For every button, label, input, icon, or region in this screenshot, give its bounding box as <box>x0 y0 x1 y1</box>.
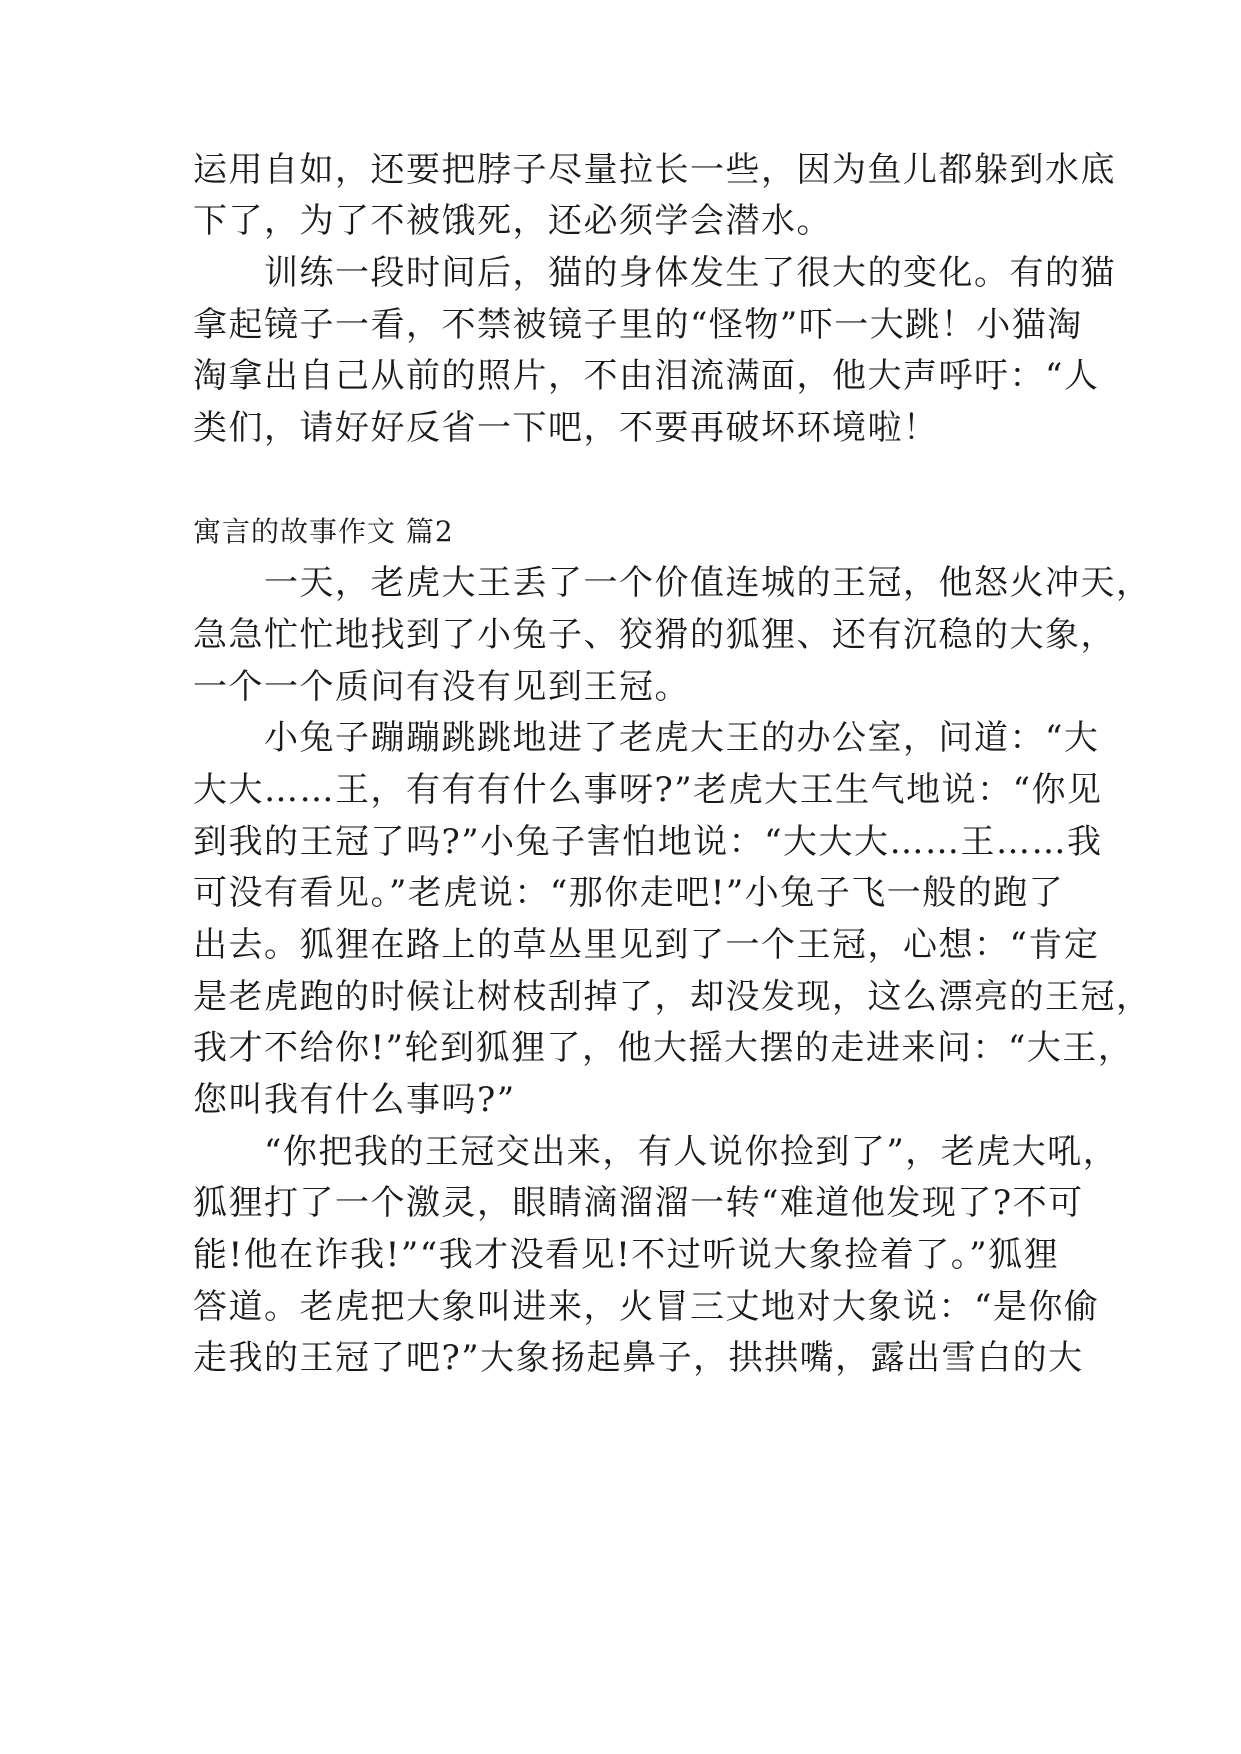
text-line: 急急忙忙地找到了小兔子、狡猾的狐狸、还有沉稳的大象， <box>193 615 1116 655</box>
text-line: 到我的王冠了吗?”小兔子害怕地说：“大大大……王……我 <box>193 822 1103 862</box>
text-line: 运用自如，还要把脖子尽量拉长一些，因为鱼儿都躲到水底 <box>193 150 1116 190</box>
text-line: 出去。狐狸在路上的草丛里见到了一个王冠，心想：“肯定 <box>193 925 1100 965</box>
text-line: 一个一个质问有没有见到王冠。 <box>193 667 690 707</box>
text-line: 能!他在诈我!”“我才没看见!不过听说大象捡着了。”狐狸 <box>193 1235 1060 1275</box>
text-line: 走我的王冠了吧?”大象扬起鼻子，拱拱嘴，露出雪白的大 <box>193 1338 1084 1378</box>
text-line: 可没有看见。”老虎说：“那你走吧!”小兔子飞一般的跑了 <box>193 873 1065 913</box>
text-line: 淘拿出自己从前的照片，不由泪流满面，他大声呼吁：“人 <box>193 356 1100 396</box>
text-line: 小兔子蹦蹦跳跳地进了老虎大王的办公室，问道：“大 <box>193 718 1100 758</box>
text-line: 您叫我有什么事吗?” <box>193 1080 516 1120</box>
text-line: 我才不给你!”轮到狐狸了，他大摇大摆的走进来问：“大王， <box>193 1028 1134 1068</box>
text-line: 类们，请好好反省一下吧，不要再破坏环境啦！ <box>193 408 939 448</box>
text-line: 训练一段时间后，猫的身体发生了很大的变化。有的猫 <box>193 253 1116 293</box>
text-line: 大大……王，有有有什么事呀?”老虎大王生气地说：“你见 <box>193 770 1103 810</box>
text-line: “你把我的王冠交出来，有人说你捡到了”，老虎大吼， <box>193 1132 1119 1172</box>
text-line: 一天，老虎大王丢了一个价值连城的王冠，他怒火冲天， <box>193 563 1152 603</box>
text-line: 是老虎跑的时候让树枝刮掉了，却没发现，这么漂亮的王冠， <box>193 977 1152 1017</box>
text-line: 答道。老虎把大象叫进来，火冒三丈地对大象说：“是你偷 <box>193 1287 1100 1327</box>
text-line: 拿起镜子一看，不禁被镜子里的“怪物”吓一大跳！小猫淘 <box>193 305 1083 345</box>
section-heading: 寓言的故事作文 篇2 <box>193 515 454 548</box>
text-line: 狐狸打了一个激灵，眼睛滴溜溜一转“难道他发现了?不可 <box>193 1183 1084 1223</box>
text-line: 下了，为了不被饿死，还必须学会潜水。 <box>193 201 832 241</box>
